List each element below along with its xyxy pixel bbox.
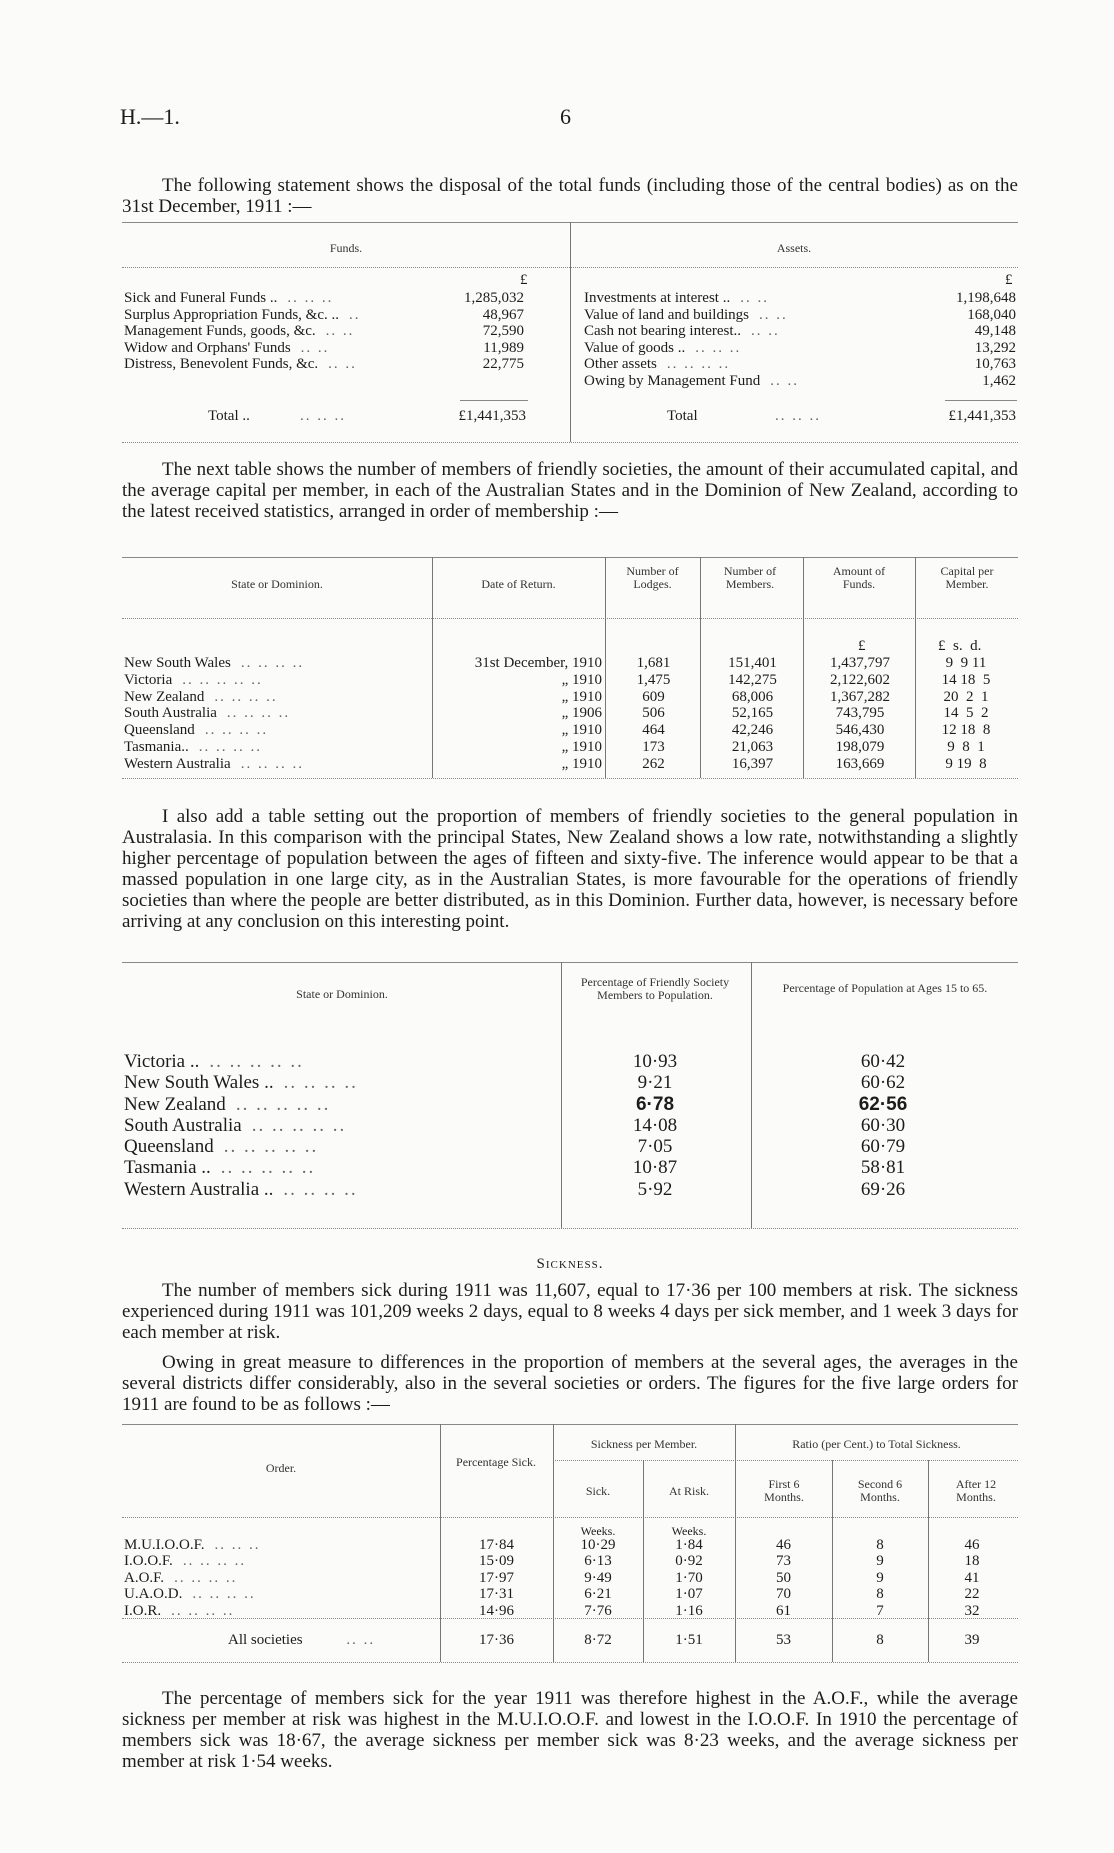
pct-state-label: South Australia [124, 1114, 242, 1136]
assets-currency: £ [1005, 272, 1013, 288]
members-capital: 20 2 1 [943, 688, 989, 705]
pct-state [124, 1051, 560, 1072]
members-lodges: 609 [642, 688, 665, 705]
funds-item [124, 356, 434, 373]
orders-total-label: All societies [228, 1632, 303, 1648]
assets-item [584, 356, 914, 373]
pct-population: 58·81 [860, 1157, 906, 1179]
funds-value: 48,967 [482, 306, 524, 323]
orders-sick: 6·21 [584, 1586, 612, 1603]
orders-pct: 14·96 [479, 1602, 514, 1619]
members-state [124, 655, 430, 672]
pct-row [124, 1072, 1016, 1093]
members-date: „ 1910 [561, 738, 602, 755]
assets-item [584, 323, 914, 340]
pct-state-label: Victoria .. [124, 1051, 200, 1072]
pct-state-label: Tasmania .. [124, 1157, 211, 1179]
funds-row [124, 323, 524, 340]
members-count: 52,165 [731, 705, 774, 722]
pct-state-label: New South Wales .. [124, 1072, 274, 1094]
assets-row [584, 340, 1016, 357]
sickness-paragraph-2: Owing in great measure to differences in the proportion of members at the several ages, the averages in the several districts differ considerably, also in the several societies or orders. The figures for the five large orders for 1911 are found to be as follows :— [122, 1352, 1018, 1415]
funds-row [124, 340, 524, 357]
funds-item-dots: .. .. [300, 339, 330, 356]
pct-friendly: 6·78 [635, 1093, 675, 1115]
members-state-dots: .. .. .. .. [240, 755, 304, 772]
orders-name-label: U.A.O.D. [124, 1586, 183, 1603]
members-funds: 743,795 [835, 705, 885, 722]
members-row [124, 672, 1016, 689]
members-state-label: Queensland [124, 722, 195, 739]
funds-item-label: Sick and Funeral Funds .. [124, 290, 278, 306]
pct-state-label: Western Australia .. [124, 1178, 274, 1200]
members-funds: 1,437,797 [830, 655, 890, 671]
assets-row [584, 323, 1016, 340]
members-lodges: 173 [642, 738, 665, 755]
members-state-dots: .. .. .. .. [214, 688, 278, 705]
members-rows [124, 655, 1016, 773]
page-code: H.—1. [120, 104, 180, 129]
pct-state-label: New Zealand [124, 1093, 226, 1115]
intro-paragraph-proportion: I also add a table setting out the proportion of members of friendly societies to the general population in Australasia. In this comparison with the principal States, New Zealand shows a low rate, notwithstanding a slightly higher percentage of population between the ages of fifteen and sixty-five. The inference would appear to be that a massed population in one large city, as in the Australian States, is more favourable for the operations of friendly societies than where the people are better distributed, as in this Dominion. Further data, however, is necessary before arriving at any conclusion on this interesting point. [122, 806, 1018, 932]
assets-item-label: Value of goods .. [584, 339, 686, 356]
orders-header-spm: Sickness per Member. [590, 1437, 698, 1451]
page-number: 6 [560, 104, 571, 129]
orders-risk: 1·16 [675, 1602, 703, 1619]
pct-state [124, 1136, 560, 1157]
orders-name-dots: .. .. .. .. [192, 1586, 256, 1603]
members-state-label: Western Australia [124, 755, 231, 772]
pct-population: 60·42 [860, 1051, 906, 1072]
orders-header-sick: Sick. [585, 1484, 611, 1498]
orders-row [124, 1586, 1016, 1602]
members-unit-funds: £ [858, 638, 866, 654]
members-funds: 1,367,282 [830, 688, 890, 705]
pct-state-dots: .. .. .. .. .. [223, 1136, 319, 1158]
members-funds: 198,079 [835, 738, 885, 755]
orders-first: 50 [776, 1569, 791, 1586]
pct-rows [124, 1051, 1016, 1200]
members-count: 21,063 [731, 738, 774, 755]
assets-item-dots: .. .. [770, 372, 799, 389]
assets-row [584, 356, 1016, 373]
pct-row [124, 1094, 1016, 1115]
pct-header-state: State or Dominion. [296, 987, 388, 1001]
pct-friendly: 14·08 [632, 1114, 678, 1136]
pct-state-dots: .. .. .. .. .. [220, 1157, 316, 1179]
funds-item [124, 323, 434, 340]
orders-second: 8 [876, 1586, 884, 1603]
intro-paragraph-members: The next table shows the number of members of friendly societies, the amount of their accumulated capital, and the average capital per member, in each of the Australian States and in the Dominion of New Zealand, according to the latest received statistics, arranged in order of membership :— [122, 459, 1018, 522]
orders-header-ratio: Ratio (per Cent.) to Total Sickness. [792, 1437, 961, 1451]
members-state-dots: .. .. .. .. [226, 705, 291, 722]
orders-first: 73 [776, 1553, 791, 1570]
members-state-label: Tasmania.. [124, 738, 189, 755]
assets-item-dots: .. .. .. [695, 339, 742, 356]
assets-item [584, 290, 914, 307]
members-state-label: South Australia [124, 705, 217, 722]
members-header-date: Date of Return. [481, 577, 556, 591]
funds-column-header: Funds. [329, 241, 363, 255]
members-state-dots: .. .. .. .. [204, 722, 269, 739]
orders-after: 18 [964, 1553, 980, 1570]
members-state [124, 722, 430, 739]
funds-item-label: Widow and Orphans' Funds [124, 339, 291, 356]
members-state-label: New Zealand [124, 688, 205, 705]
funds-item [124, 340, 434, 357]
orders-after: 22 [964, 1586, 980, 1603]
orders-row [124, 1537, 1016, 1553]
funds-item-dots: .. [349, 306, 361, 323]
members-unit-capital: £ s. d. [938, 638, 982, 654]
orders-sick: 10·29 [580, 1537, 616, 1553]
members-funds: 163,669 [835, 755, 885, 772]
assets-list [584, 290, 1016, 389]
pct-population: 69·26 [860, 1178, 906, 1200]
orders-sick: 7·76 [584, 1602, 612, 1619]
funds-value: 1,285,032 [464, 290, 524, 306]
members-state-dots: .. .. .. .. [240, 655, 305, 671]
orders-risk: 1·70 [675, 1569, 703, 1586]
pct-state-dots: .. .. .. .. .. [209, 1051, 304, 1072]
funds-row [124, 307, 524, 324]
orders-pct: 17·97 [479, 1569, 514, 1586]
members-row [124, 705, 1016, 722]
funds-total-label: Total .. [208, 408, 250, 424]
orders-total-risk: 1·51 [675, 1632, 703, 1648]
orders-pct: 17·31 [479, 1586, 514, 1603]
members-lodges: 1,681 [636, 655, 671, 671]
members-count: 68,006 [731, 688, 774, 705]
members-state-dots: .. .. .. .. [198, 738, 263, 755]
assets-value: 1,198,648 [956, 290, 1016, 306]
orders-total-dots: .. .. [346, 1632, 376, 1648]
orders-header-risk: At Risk. [668, 1484, 709, 1498]
pct-state-dots: .. .. .. .. .. [235, 1093, 331, 1115]
assets-total-label: Total [667, 408, 698, 424]
orders-unit-risk: Weeks. [671, 1524, 707, 1538]
assets-item [584, 340, 914, 357]
orders-second: 8 [876, 1537, 884, 1553]
members-state [124, 739, 430, 756]
members-capital: 9 9 11 [945, 655, 987, 671]
orders-name-label: I.O.R. [124, 1602, 162, 1619]
orders-sick: 6·13 [584, 1553, 612, 1570]
pct-friendly: 10·87 [632, 1157, 678, 1179]
members-state-label: Victoria [124, 671, 173, 688]
orders-risk: 0·92 [675, 1553, 703, 1570]
pct-friendly: 9·21 [637, 1072, 673, 1094]
members-capital: 12 18 8 [941, 722, 991, 739]
orders-after: 32 [964, 1602, 980, 1619]
orders-pct: 15·09 [479, 1553, 514, 1570]
orders-header-after: After 12 Months. [955, 1477, 997, 1504]
orders-total-sick: 8·72 [584, 1632, 612, 1648]
orders-name-label: I.O.O.F. [124, 1553, 173, 1570]
orders-unit-sick: Weeks. [580, 1524, 616, 1538]
assets-value: 168,040 [967, 306, 1016, 323]
pct-state [124, 1157, 560, 1178]
assets-item [584, 307, 914, 324]
pct-friendly: 10·93 [632, 1051, 678, 1072]
pct-row [124, 1157, 1016, 1178]
members-state [124, 756, 430, 773]
assets-item-dots: .. .. [740, 290, 769, 306]
pct-row [124, 1051, 1016, 1072]
orders-header-second: Second 6 Months. [857, 1477, 903, 1504]
members-header-members: Number of Members. [723, 564, 777, 591]
pct-population: 60·79 [860, 1136, 906, 1158]
members-lodges: 262 [642, 755, 665, 772]
orders-risk: 1·84 [675, 1537, 703, 1553]
assets-item-dots: .. .. [758, 306, 788, 323]
orders-row [124, 1570, 1016, 1586]
pct-friendly: 7·05 [637, 1136, 673, 1158]
orders-name-dots: .. .. .. .. [174, 1569, 238, 1586]
pct-state-dots: .. .. .. .. [283, 1072, 358, 1094]
assets-item [584, 373, 914, 390]
members-header-capital: Capital per Member. [940, 564, 994, 591]
pct-state [124, 1094, 560, 1115]
orders-row [124, 1603, 1016, 1619]
members-capital: 14 5 2 [943, 705, 989, 722]
assets-total-dots: .. .. .. [775, 408, 821, 424]
orders-first: 46 [776, 1537, 791, 1553]
members-state [124, 672, 430, 689]
pct-state-dots: .. .. .. .. .. [251, 1114, 347, 1136]
pct-state-dots: .. .. .. .. [283, 1178, 358, 1200]
assets-total-value: £1,441,353 [948, 408, 1016, 424]
members-count: 16,397 [731, 755, 774, 772]
funds-total-value: £1,441,353 [458, 408, 526, 424]
members-row [124, 689, 1016, 706]
members-funds: 2,122,602 [830, 671, 890, 688]
orders-total-after: 39 [964, 1632, 980, 1648]
orders-sick: 9·49 [584, 1569, 612, 1586]
closing-paragraph: The percentage of members sick for the year 1911 was therefore highest in the A.O.F., while the average sickness per member at risk was highest in the M.U.I.O.O.F. and lowest in the I.O.O.F. In 1910 the percentage of members sick was 18·67, the average sickness per member sick was 8·23 weeks, and the average sickness per member at risk 1·54 weeks. [122, 1688, 1018, 1772]
assets-value: 1,462 [982, 372, 1016, 389]
assets-item-label: Investments at interest .. [584, 290, 731, 306]
pct-friendly: 5·92 [637, 1178, 673, 1200]
members-state [124, 705, 430, 722]
funds-item-dots: .. .. .. [287, 290, 334, 306]
pct-population: 60·30 [860, 1114, 906, 1136]
members-header-lodges: Number of Lodges. [626, 564, 679, 591]
members-date: „ 1910 [561, 671, 602, 688]
funds-total-dots: .. .. .. [300, 408, 346, 424]
assets-column-header: Assets. [776, 241, 812, 255]
members-count: 151,401 [728, 655, 777, 671]
funds-item [124, 307, 434, 324]
pct-row [124, 1115, 1016, 1136]
orders-name-dots: .. .. .. .. [182, 1553, 247, 1570]
members-row [124, 739, 1016, 756]
funds-row [124, 356, 524, 373]
members-capital: 9 8 1 [947, 738, 985, 755]
members-lodges: 1,475 [636, 671, 671, 688]
assets-row [584, 307, 1016, 324]
orders-second: 7 [876, 1602, 884, 1619]
orders-name-label: M.U.I.O.O.F. [124, 1537, 205, 1553]
pct-row [124, 1179, 1016, 1200]
orders-first: 70 [776, 1586, 791, 1603]
members-header-funds: Amount of Funds. [832, 564, 886, 591]
intro-paragraph-funds: The following statement shows the disposal of the total funds (including those of the central bodies) as on the 31st December, 1911 :— [122, 175, 1018, 217]
funds-currency: £ [520, 272, 528, 288]
orders-total-first: 53 [776, 1632, 791, 1648]
members-lodges: 506 [642, 705, 665, 722]
orders-name [124, 1586, 440, 1602]
pct-state-label: Queensland [124, 1136, 214, 1158]
assets-value: 49,148 [974, 323, 1016, 339]
members-state-dots: .. .. .. .. .. [182, 671, 263, 688]
assets-item-label: Other assets [584, 356, 657, 372]
pct-row [124, 1136, 1016, 1157]
members-capital: 14 18 5 [941, 671, 991, 688]
funds-item-dots: .. .. [328, 356, 357, 372]
members-date: „ 1910 [561, 755, 602, 772]
members-date: „ 1910 [561, 688, 602, 705]
orders-name [124, 1570, 440, 1586]
orders-total-row [124, 1632, 1016, 1649]
funds-item [124, 290, 434, 307]
orders-first: 61 [776, 1602, 791, 1619]
pct-header-population: Percentage of Population at Ages 15 to 65. [782, 981, 988, 995]
orders-name [124, 1553, 440, 1569]
assets-value: 10,763 [974, 356, 1016, 372]
members-date: „ 1906 [561, 705, 602, 722]
sickness-heading: Sickness. [536, 1256, 604, 1272]
orders-after: 46 [964, 1537, 980, 1553]
members-capital: 9 19 8 [945, 755, 987, 772]
orders-name-dots: .. .. .. [214, 1537, 261, 1553]
members-count: 42,246 [731, 722, 774, 739]
orders-name [124, 1537, 440, 1553]
members-date: 31st December, 1910 [474, 655, 602, 671]
members-state [124, 689, 430, 706]
pct-state [124, 1115, 560, 1136]
orders-header-pct: Percentage Sick. [456, 1455, 536, 1469]
funds-item-dots: .. .. [325, 323, 355, 339]
orders-after: 41 [964, 1569, 980, 1586]
sickness-paragraph-1: The number of members sick during 1911 was 11,607, equal to 17·36 per 100 members at risk. The sickness experienced during 1911 was 101,209 weeks 2 days, equal to 8 weeks 4 days per sick member, and 1 week 3 days for each member at risk. [122, 1280, 1018, 1343]
orders-total-pct: 17·36 [479, 1632, 514, 1648]
funds-value: 22,775 [482, 356, 524, 372]
pct-state [124, 1072, 560, 1093]
assets-value: 13,292 [974, 339, 1016, 356]
assets-item-label: Cash not bearing interest.. [584, 323, 742, 339]
members-date: „ 1910 [561, 722, 602, 739]
assets-item-label: Value of land and buildings [584, 306, 749, 323]
assets-item-dots: .. .. [751, 323, 780, 339]
pct-population: 62·56 [858, 1093, 908, 1115]
orders-risk: 1·07 [675, 1586, 703, 1603]
assets-item-dots: .. .. .. .. [666, 356, 731, 372]
orders-header-order: Order. [265, 1461, 297, 1475]
funds-value: 11,989 [483, 339, 524, 356]
members-state-label: New South Wales [124, 655, 231, 671]
assets-row [584, 373, 1016, 390]
funds-item-label: Management Funds, goods, &c. [124, 323, 316, 339]
members-row [124, 655, 1016, 672]
members-row [124, 756, 1016, 773]
funds-value: 72,590 [482, 323, 524, 339]
members-header-state: State or Dominion. [231, 577, 323, 591]
assets-item-label: Owing by Management Fund [584, 372, 761, 389]
orders-second: 9 [876, 1569, 884, 1586]
orders-name-label: A.O.F. [124, 1569, 165, 1586]
funds-item-label: Distress, Benevolent Funds, &c. [124, 356, 319, 372]
funds-list [124, 290, 524, 373]
members-funds: 546,430 [835, 722, 885, 739]
pct-population: 60·62 [860, 1072, 906, 1094]
orders-pct: 17·84 [479, 1537, 514, 1553]
members-count: 142,275 [728, 671, 777, 688]
funds-item-label: Surplus Appropriation Funds, &c. .. [124, 306, 340, 323]
orders-rows [124, 1537, 1016, 1619]
orders-second: 9 [876, 1553, 884, 1570]
orders-total-second: 8 [876, 1632, 884, 1648]
members-row [124, 722, 1016, 739]
orders-name-dots: .. .. .. .. [171, 1602, 235, 1619]
pct-state [124, 1179, 560, 1200]
orders-name [124, 1603, 440, 1619]
assets-row [584, 290, 1016, 307]
funds-row [124, 290, 524, 307]
pct-header-friendly: Percentage of Friendly Society Members to Population. [580, 975, 730, 1002]
orders-header-first: First 6 Months. [764, 1477, 804, 1504]
orders-row [124, 1553, 1016, 1569]
members-lodges: 464 [642, 722, 665, 739]
